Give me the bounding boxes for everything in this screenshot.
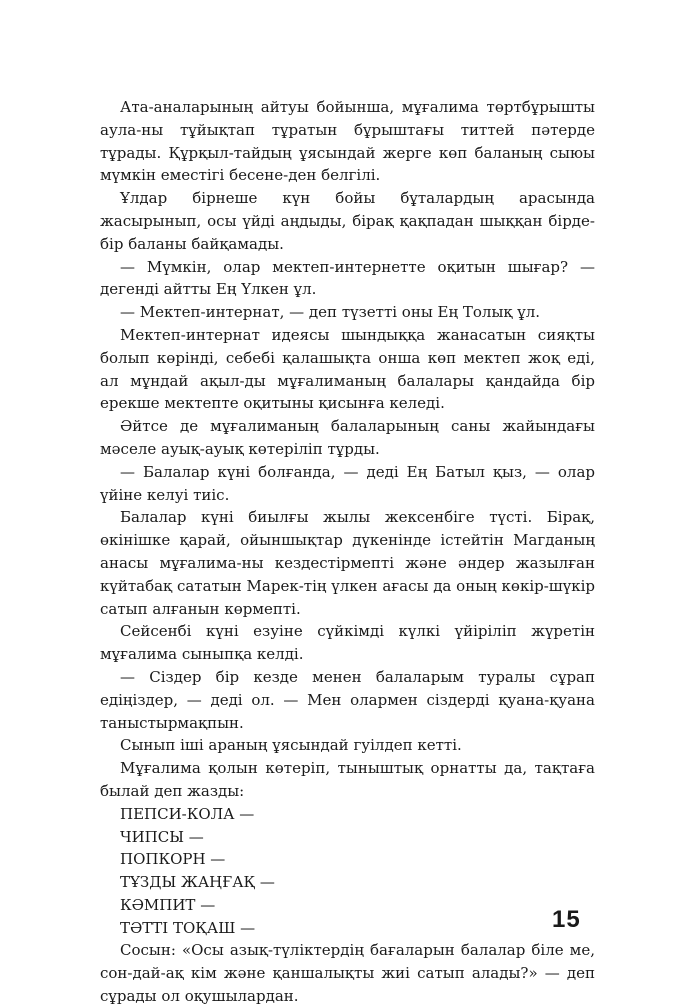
board-list-item: ЧИПСЫ — [120,827,204,846]
board-list-item: ТӘТТІ ТОҚАШ — [120,918,256,937]
board-list-item: ПОПКОРН — [120,850,226,869]
paragraph: Балалар күні биылғы жылы жексенбіге түсті. Бірақ, өкінішке қарай, ойыншықтар дүкенінде істейтін Магданың анасы мұғалима-ны кездестірмепті және әндер жазылған күйтабақ сататын Марек-тің үлкен ағасы да оның көкір-шүкір сатып алғанын көрмепті. [100,508,595,618]
board-list-item: КӘМПИТ — [120,895,216,914]
dialogue-line: — Мүмкін, олар мектеп-интернетте оқитын шығар? — дегенді айтты Ең Үлкен ұл. [100,257,595,299]
body-text [100,96,595,1008]
paragraph: Мектеп-интернат идеясы шындыққа жанасатын сияқты болып көрінді, себебі қалашықта онша көп мектеп жоқ еді, ал мұндай ақыл-ды мұғалиманың балалары қандайда бір ерекше мектепте оқитыны қисынға келеді. [100,325,595,413]
dialogue-line: — Сіздер бір кезде менен балаларым туралы сұрап едіңіздер, — деді ол. — Мен олармен сіздерді қуана-қуана таныстырмақпын. [100,667,595,732]
page-number: 15 [552,906,581,933]
dialogue-line: — Мектеп-интернат, — деп түзетті оны Ең Толық ұл. [120,303,541,322]
paragraph: Ата-аналарының айтуы бойынша, мұғалима төртбұрышты аула-ны тұйықтап тұратын бұрыштағы титтей пәтерде тұрады. Құрқыл-тайдың ұясындай жерге көп баланың сыюы мүмкін еместігі бесене-ден белгілі. [100,98,595,185]
paragraph: Сейсенбі күні езуіне сүйкімді күлкі үйіріліп жүретін мұғалима сыныпқа келді. [100,622,595,664]
board-list-item: ПЕПСИ-КОЛА — [120,804,255,823]
paragraph: Мұғалима қолын көтеріп, тыныштық орнатты да, тақтаға былай деп жазды: [100,759,595,800]
board-list-item: ТҰЗДЫ ЖАҢҒАҚ — [120,873,275,892]
paragraph: Ұлдар бірнеше күн бойы бұталардың арасында жасырынып, осы үйді аңдыды, бірақ қақпадан шыққан бірде-бір баланы байқамады. [100,189,595,253]
paragraph: Әйтсе де мұғалиманың балаларының саны жайындағы мәселе ауық-ауық көтеріліп тұрды. [100,417,595,458]
paragraph: Сынып іші араның ұясындай гуілдеп кетті. [120,736,462,755]
dialogue-line: — Балалар күні болғанда, — деді Ең Батыл қыз, — олар үйіне келуі тиіс. [100,462,595,504]
closing-paragraph: Сосын: «Осы азық-түліктердің бағаларын балалар біле ме, сон-дай-ақ кім және қаншалықты жиі сатып алады?» — деп сұрады ол оқушылардан. [100,941,595,1006]
